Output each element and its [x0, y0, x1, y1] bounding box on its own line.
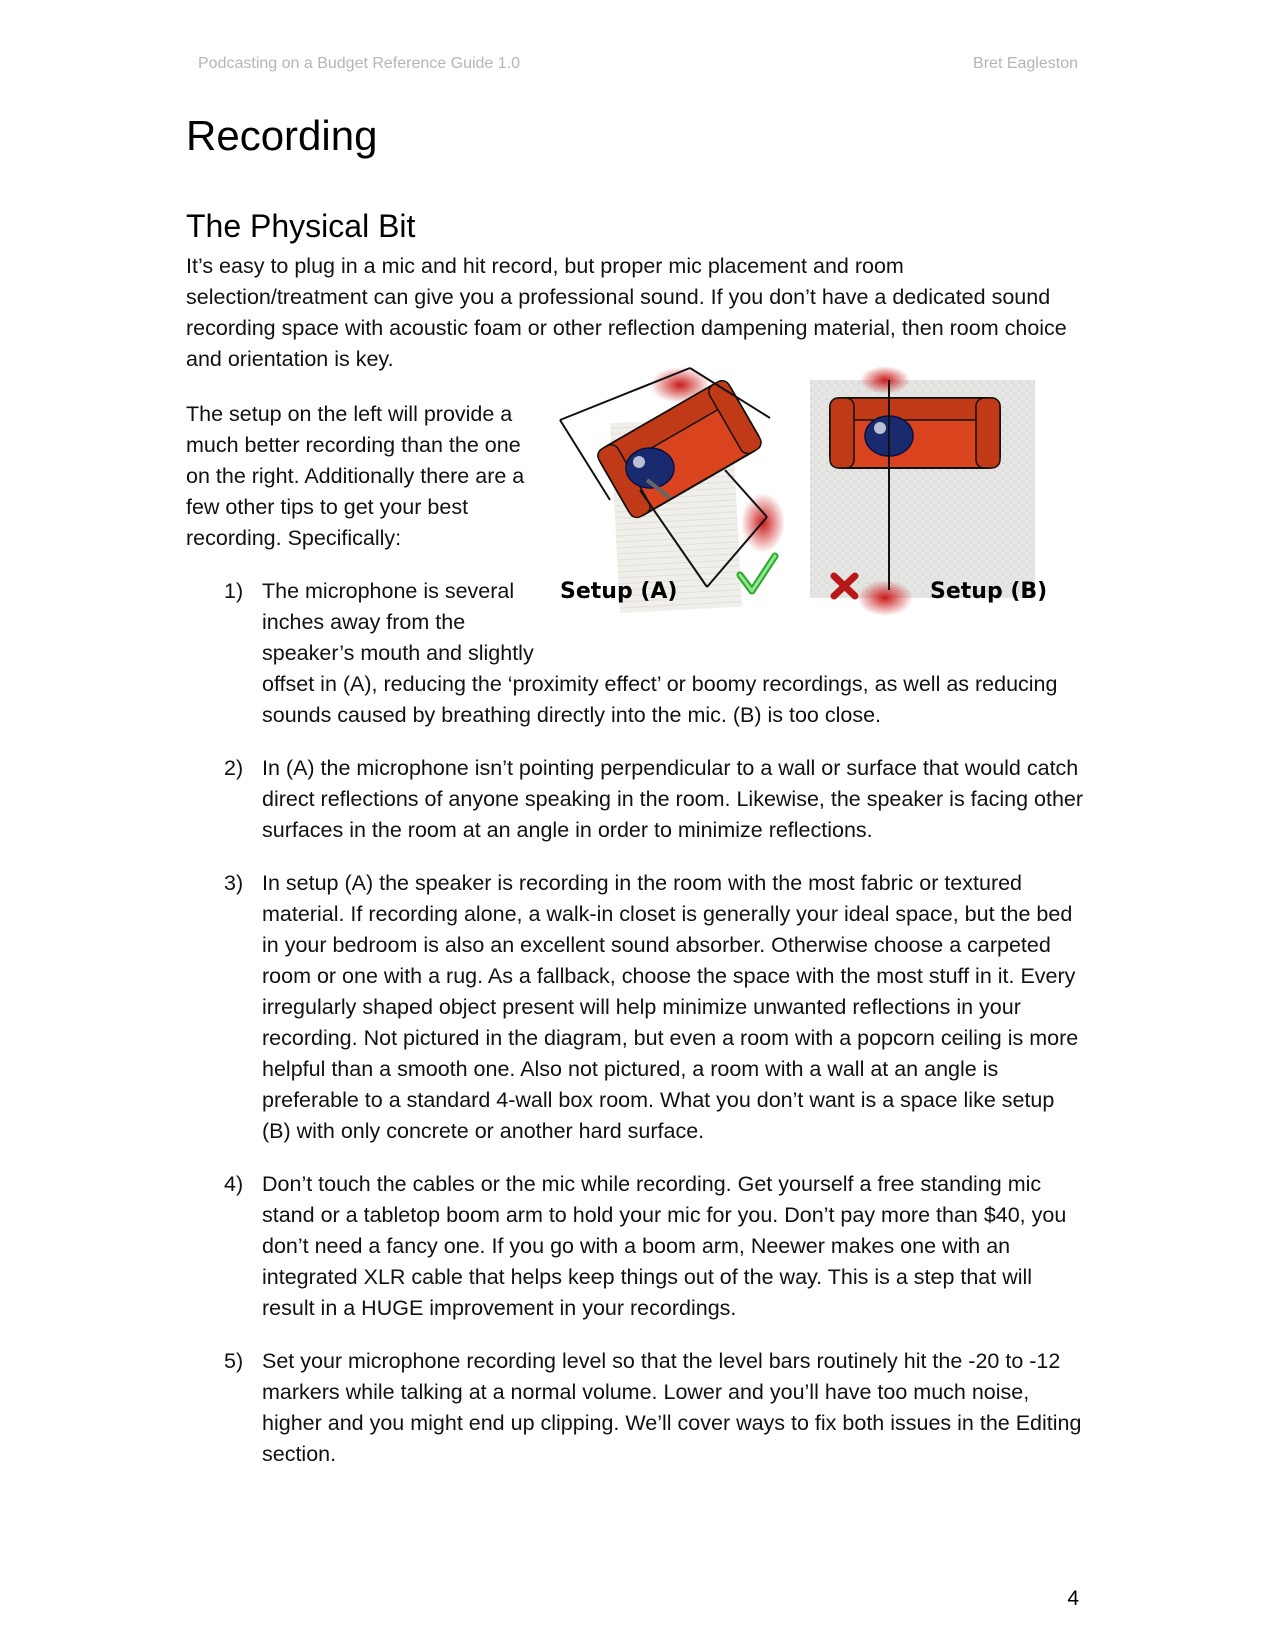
list-item: [186, 1169, 1086, 1324]
list-item-number: 1): [224, 579, 244, 603]
list-item-text: In setup (A) the speaker is recording in the room with the most fabric or textured material. If recording alone, a walk-in closet is generally your ideal space, but the bed in your bedroom is also an excellent sound absorber. Otherwise choose a carpeted room or one with a rug. As a fallback, choose the space with the most stuff in it. Every irregularly shaped object present will help minimize unwanted reflections in your recording. Not pictured in the diagram, but even a room with a popcorn ceiling is more helpful than a smooth one. Also not pictured, a room with a wall at an angle is preferable to a standard 4-wall box room. What you don’t want is a space like setup (B) with only concrete or another hard surface.: [262, 871, 1079, 1143]
intro-paragraph: It’s easy to plug in a mic and hit record, but proper mic placement and room selection/treatment can give you a professional sound. If you don’t have a dedicated sound recording space with acoustic foam or other reflection dampening material, then room choice and orientation is key.: [186, 254, 1067, 371]
setup-a-caption: Setup (A): [560, 579, 678, 604]
list-item: [186, 576, 1086, 731]
list-item-number: 3): [224, 871, 244, 895]
list-item: [186, 1346, 1086, 1470]
list-item-text-part-1: The microphone is several inches away from the speaker’s mouth and slightly: [262, 579, 534, 665]
header-document-title: Podcasting on a Budget Reference Guide 1.0: [198, 55, 520, 72]
setup-paragraph: The setup on the left will provide a much better recording than the one on the right. Additionally there are a few other tips to get your best recording. Specifically:: [186, 402, 525, 550]
list-item-text: In (A) the microphone isn’t pointing perpendicular to a wall or surface that would catch direct reflections of anyone speaking in the room. Likewise, the speaker is facing other surfaces in the room at an angle in order to minimize reflections.: [262, 756, 1084, 842]
header-author: Bret Eagleston: [973, 55, 1078, 72]
tips-list: [186, 576, 1086, 1492]
list-item-text: Don’t touch the cables or the mic while recording. Get yourself a free standing mic stand or a tabletop boom arm to hold your mic for you. Don’t pay more than $40, you don’t need a fancy one. If you go with a boom arm, Neewer makes one with an integrated XLR cable that helps keep things out of the way. This is a step that will result in a HUGE improvement in your recordings.: [262, 1172, 1067, 1320]
list-item-text: Set your microphone recording level so that the level bars routinely hit the -20 to -12 markers while talking at a normal volume. Lower and you’ll have too much noise, higher and you might end up clipping. We’ll cover ways to fix both issues in the Editing section.: [262, 1349, 1082, 1466]
page-title: Recording: [186, 112, 378, 159]
list-item-text-part-2: offset in (A), reducing the ‘proximity effect’ or boomy recordings, as well as reducing sounds caused by breathing directly into the mic. (B) is too close.: [262, 672, 1058, 727]
list-item-number: 2): [224, 756, 244, 780]
section-title: The Physical Bit: [186, 208, 416, 244]
list-item: [186, 753, 1086, 846]
list-item-number: 5): [224, 1349, 244, 1373]
list-item-text: [262, 576, 1086, 731]
list-item-number: 4): [224, 1172, 244, 1196]
list-item: [186, 868, 1086, 1147]
page-number: 4: [1067, 1587, 1079, 1610]
setup-b-caption: Setup (B): [930, 579, 1048, 604]
